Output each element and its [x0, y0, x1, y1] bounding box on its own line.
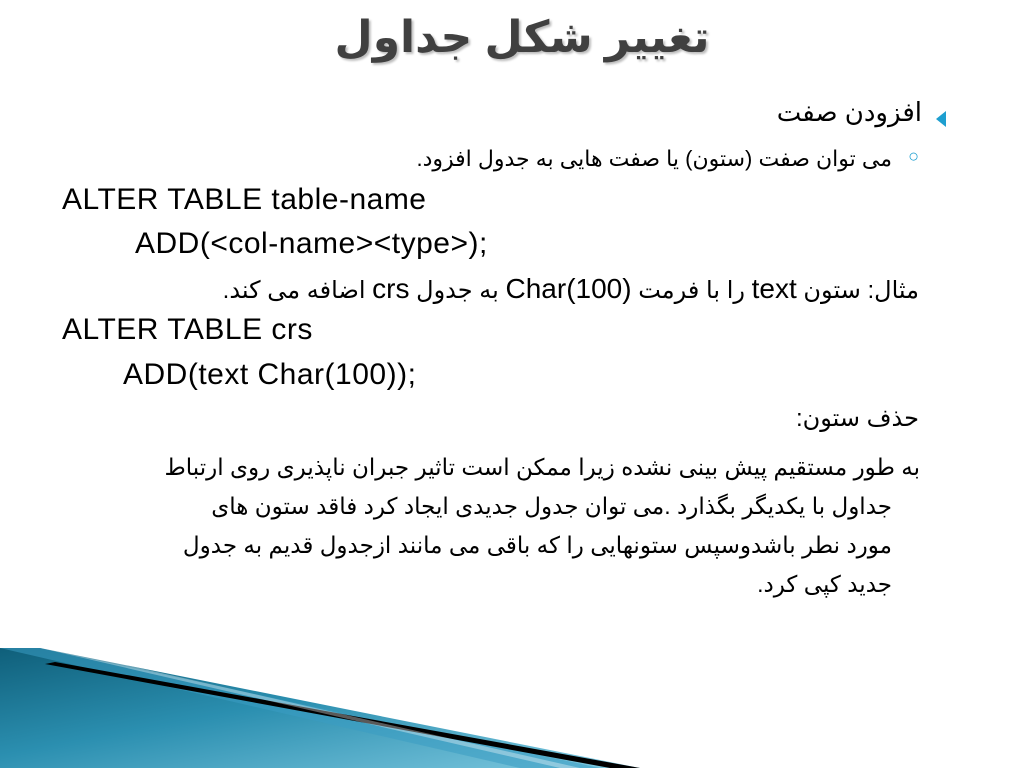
paragraph-line: جداول با یکدیگر بگذارد .می توان جدول جدیدی ایجاد کرد فاقد ستون های [211, 493, 892, 519]
example-table: crs [372, 273, 410, 304]
circle-bullet-icon: ○ [908, 146, 919, 166]
triangle-bullet-icon [936, 111, 946, 127]
code-alter-crs-line2: ADD(text Char(100)); [123, 358, 417, 391]
example-mid: را با فرمت [631, 277, 752, 304]
delete-column-paragraph [60, 448, 920, 604]
example-suffix: اضافه می کند. [222, 277, 373, 304]
bullet-add-attribute: افزودن صفت [776, 97, 922, 127]
delete-column-heading: حذف ستون: [795, 405, 919, 432]
code-alter-table-line2: ADD(<col-name><type>); [135, 227, 488, 260]
paragraph-line: جدید کپی کرد. [757, 571, 892, 597]
code-alter-table-line1: ALTER TABLE table-name [62, 183, 427, 216]
example-mid2: به جدول [409, 277, 506, 304]
paragraph-line: به طور مستقیم پیش بینی نشده زیرا ممکن است تاثیر جبران ناپذیری روی ارتباط [164, 454, 920, 480]
example-field: text [751, 273, 797, 304]
bullet-add-attribute-desc: می توان صفت (ستون) یا صفت هایی به جدول افزود. [416, 146, 892, 171]
code-alter-crs-line1: ALTER TABLE crs [62, 313, 313, 346]
example-prefix: مثال: ستون [796, 277, 919, 304]
paragraph-line: مورد نطر باشدوسپس ستونهایی را که باقی می مانند ازجدول قدیم به جدول [182, 532, 892, 558]
decorative-swoosh [0, 640, 1024, 768]
example-text [223, 273, 919, 305]
example-type: Char(100) [505, 273, 632, 304]
slide-title: تغییر شکل جداول [334, 13, 710, 62]
